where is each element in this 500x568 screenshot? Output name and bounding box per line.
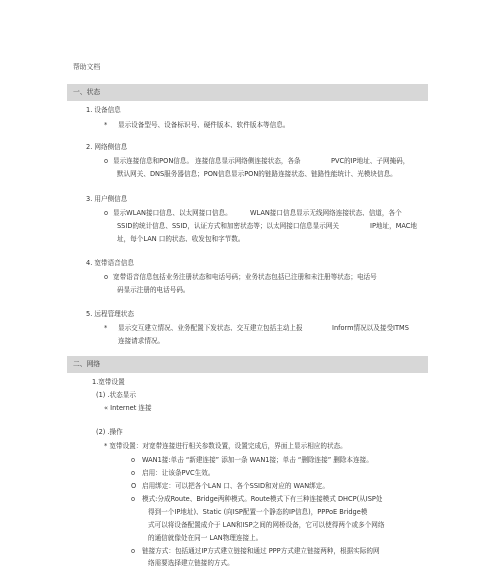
bullet-text: WAN1接:单击 “新建连接” 添加一条 WAN1接；单击 “删除连接” 删除本连接。 [142, 456, 373, 464]
bullet-text: 码显示注册的电话号码。 [117, 286, 190, 294]
bullet-text: 的通信就像处在同一 LAN物理连接上。 [148, 534, 263, 542]
bullet-marker: o [104, 157, 109, 165]
section-heading: 一、状态 [73, 88, 101, 96]
bullet-text: 式可以将设备配置成介于 LAN和ISP之间的网桥设备，它可以使得两个或多个网络 [148, 521, 385, 529]
internet-connection-link: « Internet 连接 [104, 404, 152, 412]
bullet-text: Inform情况以及接受ITMS [332, 324, 409, 332]
bullet-marker: o [131, 469, 136, 477]
section-heading: 二、网络 [73, 360, 101, 368]
bullet-text: 得到一个IP地址)、Static (向ISP配置一个静态的IP信息)，PPPoE Bridge模 [148, 508, 368, 516]
bullet-text: SSID的统计信息、SSID，认证方式和加密状态等；以太网接口信息显示网关 [117, 222, 340, 230]
item-title-network-side: 2. 网络侧信息 [86, 143, 128, 151]
bullet-marker: * [104, 324, 108, 332]
bullet-text: 显示设备型号、设备标识号、硬件版本、软件版本等信息。 [118, 121, 290, 129]
bullet-text: 显示交互建立情况、业务配置下发状态、交互建立包括主动上报 [118, 324, 303, 332]
item-title-user-side: 3. 用户侧信息 [86, 195, 128, 203]
bullet-text: 宽带语音信息包括业务注册状态和电话号码；业务状态包括已注册和未注册等状态；电话号 [113, 273, 377, 281]
bullet-marker: * [104, 121, 108, 129]
bullet-text: IP地址，MAC地 [370, 222, 417, 230]
bullet-text: 显示连接信息和PON信息。 连接信息显示网络侧连接状态，各条 [113, 157, 301, 165]
bullet-text: 启用：让该条PVC生效。 [142, 469, 215, 477]
bullet-text: 链接方式：包括通过IP方式建立链接和通过 PPP方式建立链接两种，根据实际的网 [142, 547, 380, 555]
item-title-remote-mgmt: 5. 远程管理状态 [86, 310, 134, 318]
bullet-text: 启用绑定：可以把各个LAN 口、各个SSID和对应的 WAN绑定。 [142, 482, 329, 490]
lead-text: * 宽带设置：对宽带连接进行相关参数设置，设置完成后，界面上显示相应的状态。 [104, 442, 347, 450]
bullet-text: 络需要选择建立链接的方式。 [148, 559, 234, 567]
section-header-status [67, 84, 428, 101]
bullet-text: 连接请求情况。 [118, 337, 165, 345]
document-title: 帮助文档 [73, 63, 101, 71]
bullet-text: PVC的IP地址、子网掩码， [331, 157, 410, 165]
bullet-text: WLAN接口信息显示无线网络连接状态、信道，各个 [250, 209, 402, 217]
bullet-marker: o [104, 209, 109, 217]
item-title-device-info: 1. 设备信息 [86, 106, 121, 114]
bullet-marker: o [131, 456, 136, 464]
paragraph-title: (2) .操作 [96, 428, 123, 436]
bullet-text: 显示WLAN接口信息、以太网接口信息。 [113, 209, 232, 217]
bullet-marker: O [131, 482, 137, 490]
section-header-network [67, 356, 428, 373]
bullet-text: 默认网关、DNS服务器信息；PON信息显示PON的链路连接状态、链路性能统计、光模块信息。 [117, 170, 397, 178]
bullet-marker: o [104, 273, 109, 281]
bullet-marker: o [131, 495, 136, 503]
subsection-title: 1.宽带设置 [92, 378, 125, 386]
paragraph-title: (1) .状态显示 [96, 391, 136, 399]
bullet-marker: o [131, 547, 136, 555]
bullet-text: 址，每个LAN 口的状态、收发包和字节数。 [117, 235, 245, 243]
item-title-voice-info: 4. 宽带语音信息 [86, 259, 134, 267]
bullet-text: 模式:分成Route、Bridge两种模式。Route模式下有三种连接模式 DHCP(从ISP处 [142, 495, 383, 503]
